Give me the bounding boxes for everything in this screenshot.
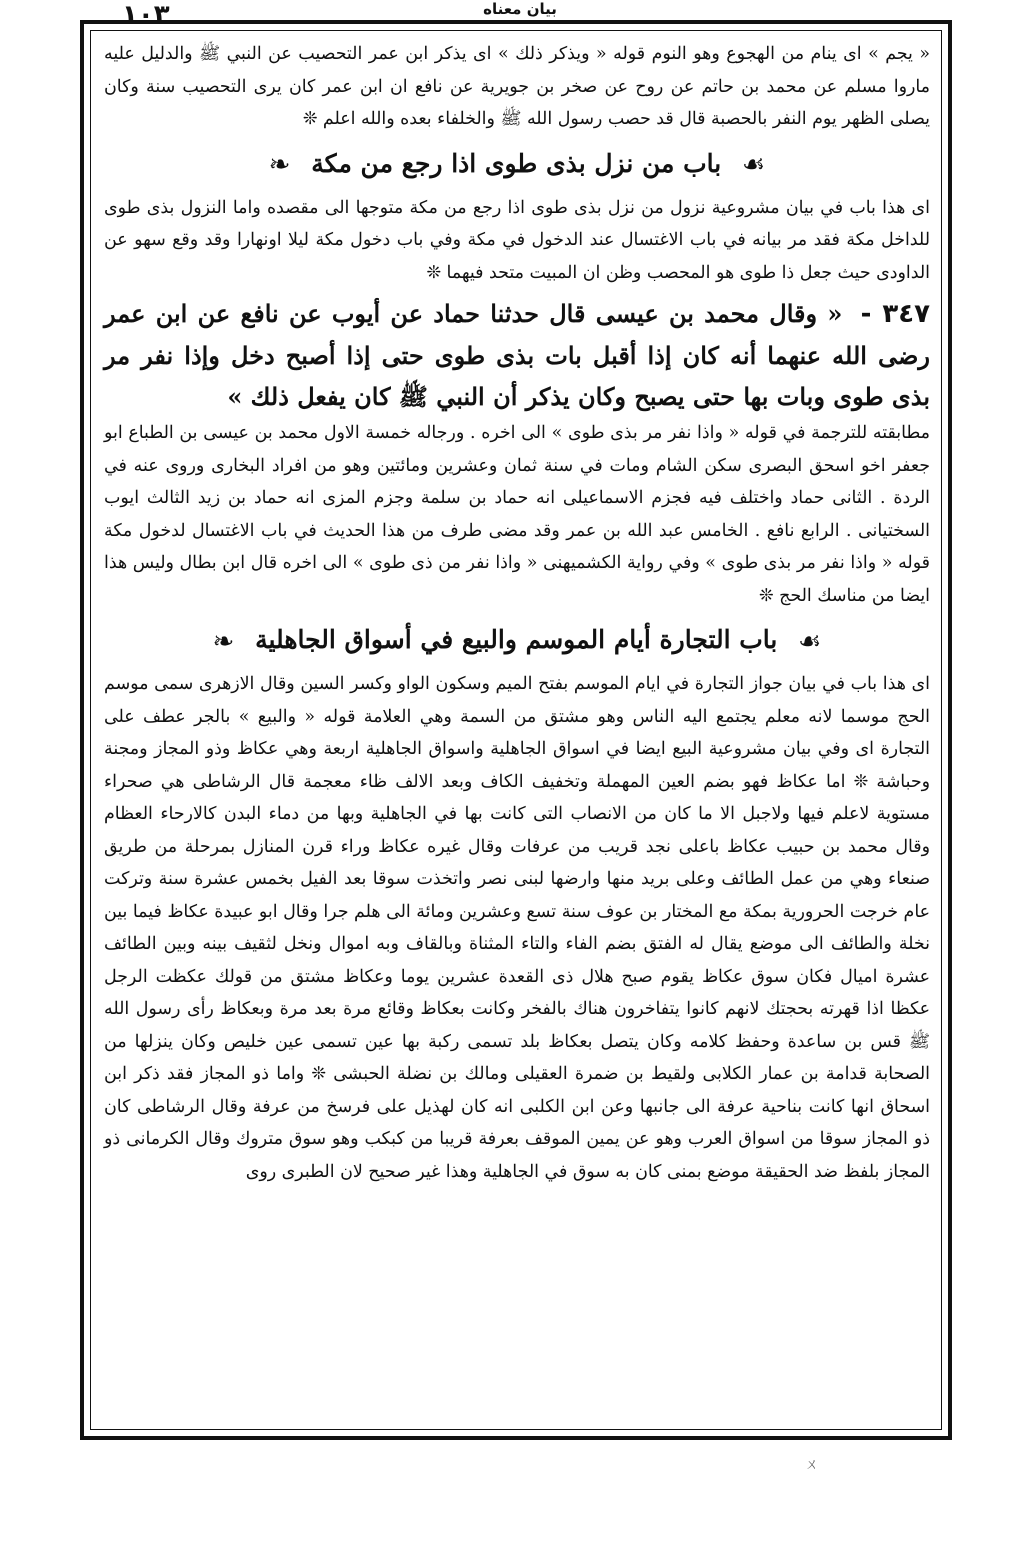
bottom-mark: ㄨ (805, 1457, 819, 1473)
hadith-text: « وقال محمد بن عيسى قال حدثنا حماد عن أيوب عن نافع عن ابن عمر رضى الله عنهما أنه كان إذا أقبل بات بذى طوى حتى إذا أصبح دخل وإذا نفر مر بذى طوى وبات بها حتى يصبح وكان يذكر أن النبي ﷺ كان يفعل ذلك » (104, 299, 930, 411)
hadith-explanation: مطابقته للترجمة في قوله « واذا نفر مر بذى طوى » الى اخره . ورجاله خمسة الاول محمد بن عيسى بن الطباع ابو جعفر اخو اسحق البصرى سكن الشام ومات في سنة ثمان وعشرين ومائتين وهو من افراد البخارى وروى عنه في الردة . الثانى حماد واختلف فيه فجزم الاسماعيلى انه حماد بن سلمة وجزم المزى انه حماد بن زيد الثالث ايوب السختيانى . الرابع نافع . الخامس عبد الله بن عمر وقد مضى طرف من هذا الحديث في باب الاغتسال لدخول مكة قوله « واذا نفر مر بذى طوى » وفي رواية الكشميهنى « واذا نفر من ذى طوى » الى اخره قال ابن بطال وليس هذا ايضا من مناسك الحج ❊ (104, 423, 930, 606)
intro-paragraph: « يجم » اى ينام من الهجوع وهو النوم قوله « ويذكر ذلك » اى يذكر ابن عمر التحصيب عن النبي ﷺ والدليل عليه ماروا مسلم عن محمد بن حاتم عن روح عن صخر بن جويرية عن نافع ان ابن عمر كان يرى التحصيب سنة وكان يصلى الظهر يوم النفر بالحصبة قال قد حصب رسول الله ﷺ والخلفاء بعده والله اعلم ❊ (104, 44, 930, 129)
section-title-2: باب التجارة أيام الموسم والبيع في أسواق الجاهلية (255, 625, 778, 654)
running-head: بيان معناه (483, 0, 557, 18)
section-heading-2 (104, 612, 930, 668)
ornament-right-icon: ☙ (798, 626, 822, 657)
page-number: ١٠٣ (122, 0, 170, 30)
hadith-block (104, 293, 930, 417)
ornament-right-icon: ☙ (741, 150, 766, 180)
section-heading-1 (104, 136, 930, 192)
page-body (104, 38, 930, 1188)
section1-commentary: اى هذا باب في بيان مشروعية نزول من نزل بذى طوى اذا رجع من مكة متوجها الى مقصده واما النزول بذى طوى للداخل مكة فقد مر بيانه في باب الاغتسال عند الدخول في مكة وفي باب دخول مكة ليلا اونهارا وقد وقع سهو عن الداودى حيث جعل ذا طوى هو المحصب وظن ان المبيت متحد فيهما ❊ (104, 197, 930, 283)
ornament-left-icon: ❧ (212, 626, 235, 657)
ornament-left-icon: ❧ (268, 150, 291, 180)
section-title-1: باب من نزل بذى طوى اذا رجع من مكة (311, 148, 722, 178)
section2-commentary: اى هذا باب في بيان جواز التجارة في ايام الموسم بفتح الميم وسكون الواو وكسر السين وقال الازهرى سمى موسم الحج موسما لانه معلم يجتمع اليه الناس وهو مشتق من السمة وهي العلامة قوله « والبيع » بالجر عطف على التجارة اى وفي بيان مشروعية البيع ايضا في اسواق الجاهلية واسواق الجاهلية اربعة وهي عكاظ وذو المجاز ومجنة وحباشة ❊ اما عكاظ فهو بضم العين المهملة وتخفيف الكاف وبعد الالف ظاء معجمة قال الرشاطى هي صحراء مستوية لاعلم فيها ولاجبل الا ما كان من الانصاب التى كانت بها في الجاهلية وبها من دماء البدن كالارحاء العظام وقال محمد بن حبيب عكاظ باعلى نجد قريب من عرفات وقال غيره عكاظ وراء قرن المنازل بمرحلة من طريق صنعاء وهي من عمل الطائف وعلى بريد منها وارضها لبنى نصر واتخذت سوقا بعد الفيل بخمس عشرة سنة وتركت عام خرجت الحرورية بمكة مع المختار بن عوف سنة تسع وعشرين ومائة الى هلم جرا وقال ابو عبيدة عكاظ فيما بين نخلة والطائف الى موضع يقال له الفتق بضم الفاء والتاء المثناة وبالقاف وبه اموال ونخل لثقيف بينه وبين الطائف عشرة اميال فكان سوق عكاظ يقوم صبح هلال ذى القعدة عشرين يوما وعكاظ مشتق من قولك عكظت الرجل عكظا اذا قهرته بحجتك لانهم كانوا يتفاخرون هناك بالفخر وكانت بعكاظ وقائع مرة بعد مرة وبعكاظ رأى رسول الله ﷺ قس بن ساعدة وحفظ كلامه وكان يتصل بعكاظ بلد تسمى ركبة بها عين تسمى عين خليص وكان ينزلها من الصحابة قدامة بن عمار الكلابى ولقيط بن ضمرة العقيلى ومالك بن نضلة الحبشى ❊ واما ذو المجاز فقد ذكر ابن اسحاق انها كانت بناحية عرفة الى جانبها وعن ابن الكلبى انه كان لهذيل على فرسخ من عرفة وقال الرشاطى كان ذو المجاز سوقا من اسواق العرب وهو عن يمين الموقف بعرفة قريبا من كبكب وهو سوق متروك وقال الكرمانى ذو المجاز بلفظ ضد الحقيقة موضع بمنى كان به سوق في الجاهلية وهذا غير صحيح لان الطبرى روى (104, 674, 930, 1182)
hadith-number: ٣٤٧ - (860, 299, 931, 329)
